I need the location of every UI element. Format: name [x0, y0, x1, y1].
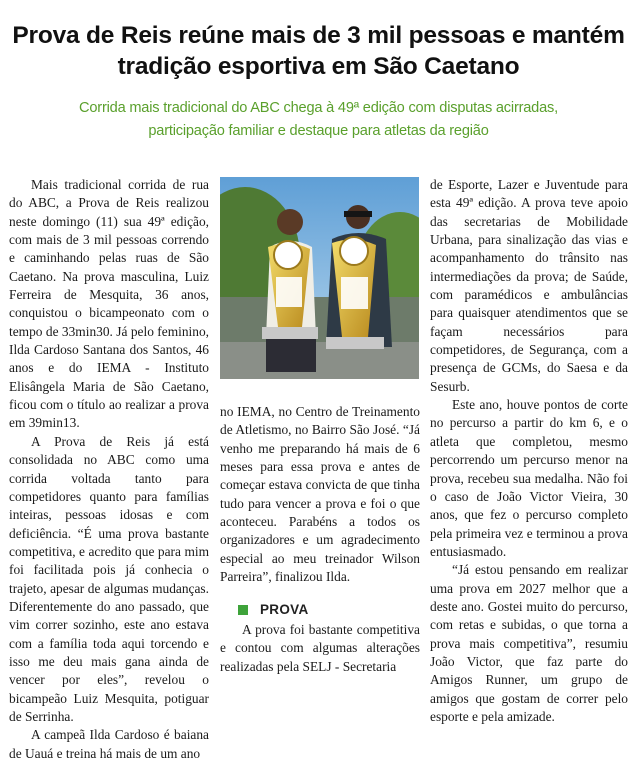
paragraph: A campeã Ilda Cardoso é baiana de Uauá e treina há mais de um ano — [9, 727, 209, 761]
column-2-continued — [220, 621, 420, 676]
paragraph: de Esporte, Lazer e Juventude para esta 49ª edição. A prova teve apoio das secretarias de Mobilidade Urbana, para sinalização das vias e acompanhamento do trânsito nas intermediações da prova; de Saúde, com paramédicos e ambulâncias para quaisquer atendimentos que se façam necessários para competidores, de Segurança, com a presença de GCMs, do Saesa e da Sesurb. — [430, 177, 628, 394]
column-2 — [220, 403, 420, 586]
subheadline: Corrida mais tradicional do ABC chega à 49ª edição com disputas acirradas, participação familiar e destaque para atletas da região — [79, 100, 558, 139]
paragraph: A prova foi bastante competitiva e contou com algumas alterações realizadas pela SELJ - Secretaria — [220, 622, 420, 674]
column-1 — [9, 176, 209, 763]
winners-photo-image — [220, 177, 419, 379]
paragraph: Mais tradicional corrida de rua do ABC, a Prova de Reis realizou neste domingo (11) sua 49ª edição, com mais de 3 mil pessoas correndo e caminhando pelas ruas de São Caetano. Na prova masculina, Luiz Ferreira de Mesquita, 36 anos, conquistou o bicampeonato com o tempo de 33min30. Já pelo feminino, Ilda Cardoso Santana dos Santos, 46 anos e do IEMA - Instituto Elisângela Maria de São Caetano, ficou com o título ao realizar a prova em 39min13. — [9, 177, 209, 431]
column-3 — [430, 176, 628, 726]
paragraph: no IEMA, no Centro de Treinamento de Atletismo, no Bairro São José. “Já venho me preparando há mais de 6 meses para essa prova e antes de começar estava convicta de que tinha tudo para vencer a prova e foi o que aconteceu. Parabéns a todos os organizadores e um agradecimento especial ao meu treinador Wilson Parreira”, finalizou Ilda. — [220, 404, 420, 585]
paragraph: Este ano, houve pontos de corte no percurso a partir do km 6, e o atleta que completou, mesmo percorrendo um percurso menor na prova, recebeu sua medalha. Não foi o caso de João Victor Vieira, 30 anos, que fez o percurso completo pela primeira vez e terminou a prova entusiasmado. — [430, 397, 628, 559]
headline: Prova de Reis reúne mais de 3 mil pessoas e mantém tradição esportiva em São Caetano — [12, 22, 625, 81]
winners-photo — [220, 177, 419, 379]
section-heading — [238, 602, 309, 617]
section-title: PROVA — [260, 602, 309, 617]
paragraph: “Já estou pensando em realizar uma prova em 2027 melhor que a deste ano. Gostei muito do percurso, com retas e subidas, o que torna a prova mais competitiva”, resumiu João Victor, que faz parte do Amigos Runner, um grupo de amigos que gostam de correr pelo esporte e pela amizade. — [430, 562, 628, 724]
paragraph: A Prova de Reis já está consolidada no ABC como uma corrida voltada tanto para competidores quanto para famílias inteiras, pessoas idosas e com deficiência. “É uma prova bastante competitiva, e acredito que para mim foi facilitada pois já conhecia o trajeto, apesar de algumas mudanças. Diferentemente do ano passado, que vim correr sozinho, este ano estava com a família toda aqui torcendo e isso me deu mais gana ainda de vencer por eles”, revelou o bicampeão Luiz Mesquita, potiguar de Serrinha. — [9, 433, 209, 724]
section-square-icon — [238, 605, 248, 615]
